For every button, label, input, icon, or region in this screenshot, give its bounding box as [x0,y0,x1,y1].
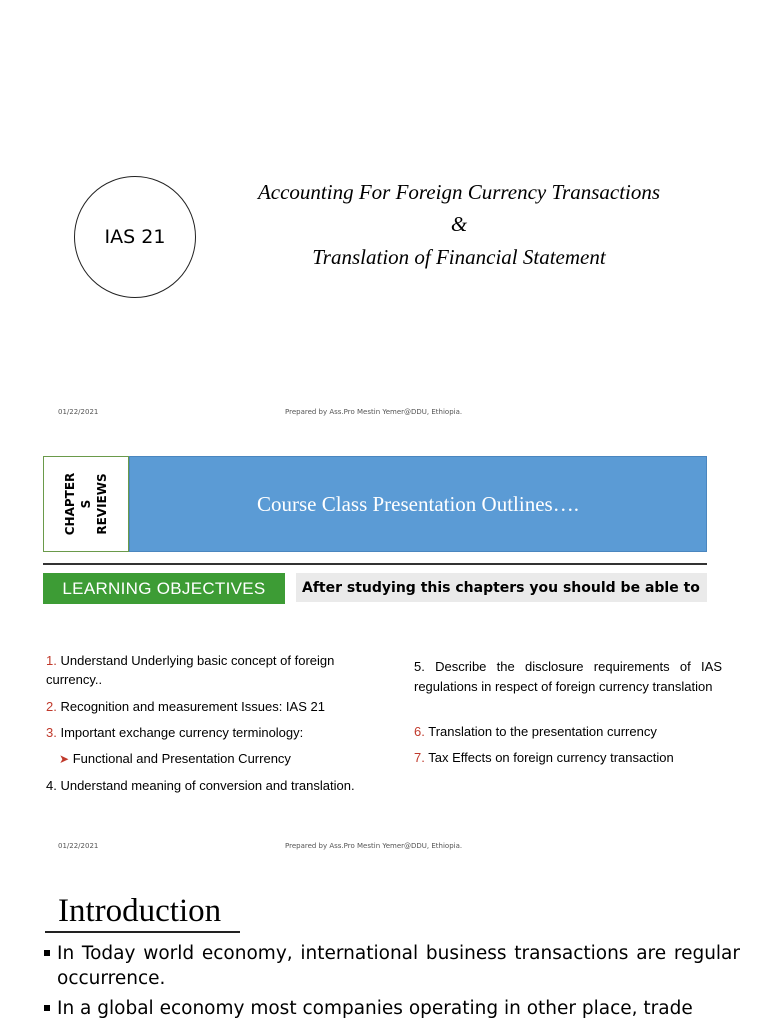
divider [43,563,707,565]
outline-banner [129,456,707,552]
bullet-item [44,996,740,1021]
banner-title: Course Class Presentation Outlines…. [257,491,579,516]
introduction-heading: Introduction [58,893,222,929]
item-number: 7. [414,750,425,765]
study-intro-text [296,573,707,602]
learning-objectives-label: LEARNING OBJECTIVES [62,578,266,598]
side-label-line-1: CHAPTER [63,472,77,536]
circle-label: IAS 21 [104,226,166,248]
list-item [46,697,376,716]
side-label-line-2: S [79,499,93,509]
item-text: 4. Understand meaning of conversion and translation. [46,778,355,793]
arrow-bullet-icon: ➤ [59,752,70,766]
ias21-circle [74,176,196,298]
list-item [414,722,734,741]
slide1-footer-author: Prepared by Ass.Pro Mestin Yemer@DDU, Ethiopia. [285,408,463,416]
item-text: Tax Effects on foreign currency transaction [428,750,674,765]
square-bullet-icon [44,1005,50,1011]
item-text: Understand Underlying basic concept of foreign currency.. [46,653,335,687]
side-label-line-3: REVIEWS [95,473,109,535]
list-item [414,657,722,697]
square-bullet-icon [44,950,50,956]
study-text: After studying this chapters you should be able to [302,579,700,596]
item-number: 3. [46,725,57,740]
title-line-2: Translation of Financial Statement [312,245,606,269]
heading-underline [45,931,240,933]
list-item [46,651,376,689]
chapters-reviews-label [43,456,129,552]
learning-objectives-badge [43,573,285,604]
sub-list-item [59,749,379,769]
sub-item-text: Functional and Presentation Currency [72,751,291,766]
list-item [414,748,734,767]
title-line-1: Accounting For Foreign Currency Transactions [257,180,661,204]
item-number: 6. [414,724,425,739]
slide2-footer-date: 01/22/2021 [58,842,99,850]
item-number: 1. [46,653,57,668]
item-text: 5. Describe the disclosure requirements of IAS regulations in respect of foreign currency translation [414,659,722,694]
bullet-item [44,941,740,991]
list-item [46,776,426,795]
list-item [46,723,376,742]
bullet-text: In a global economy most companies operating in other place, trade [57,998,693,1019]
item-text: Recognition and measurement Issues: IAS 21 [60,699,325,714]
title-ampersand: & [450,212,468,236]
slide1-footer-date: 01/22/2021 [58,408,99,416]
item-number: 2. [46,699,57,714]
item-text: Important exchange currency terminology: [60,725,304,740]
bullet-text: In Today world economy, international business transactions are regular occurrence. [57,943,740,989]
slide2-footer-author: Prepared by Ass.Pro Mestin Yemer@DDU, Ethiopia. [285,842,463,850]
item-text: Translation to the presentation currency [428,724,657,739]
